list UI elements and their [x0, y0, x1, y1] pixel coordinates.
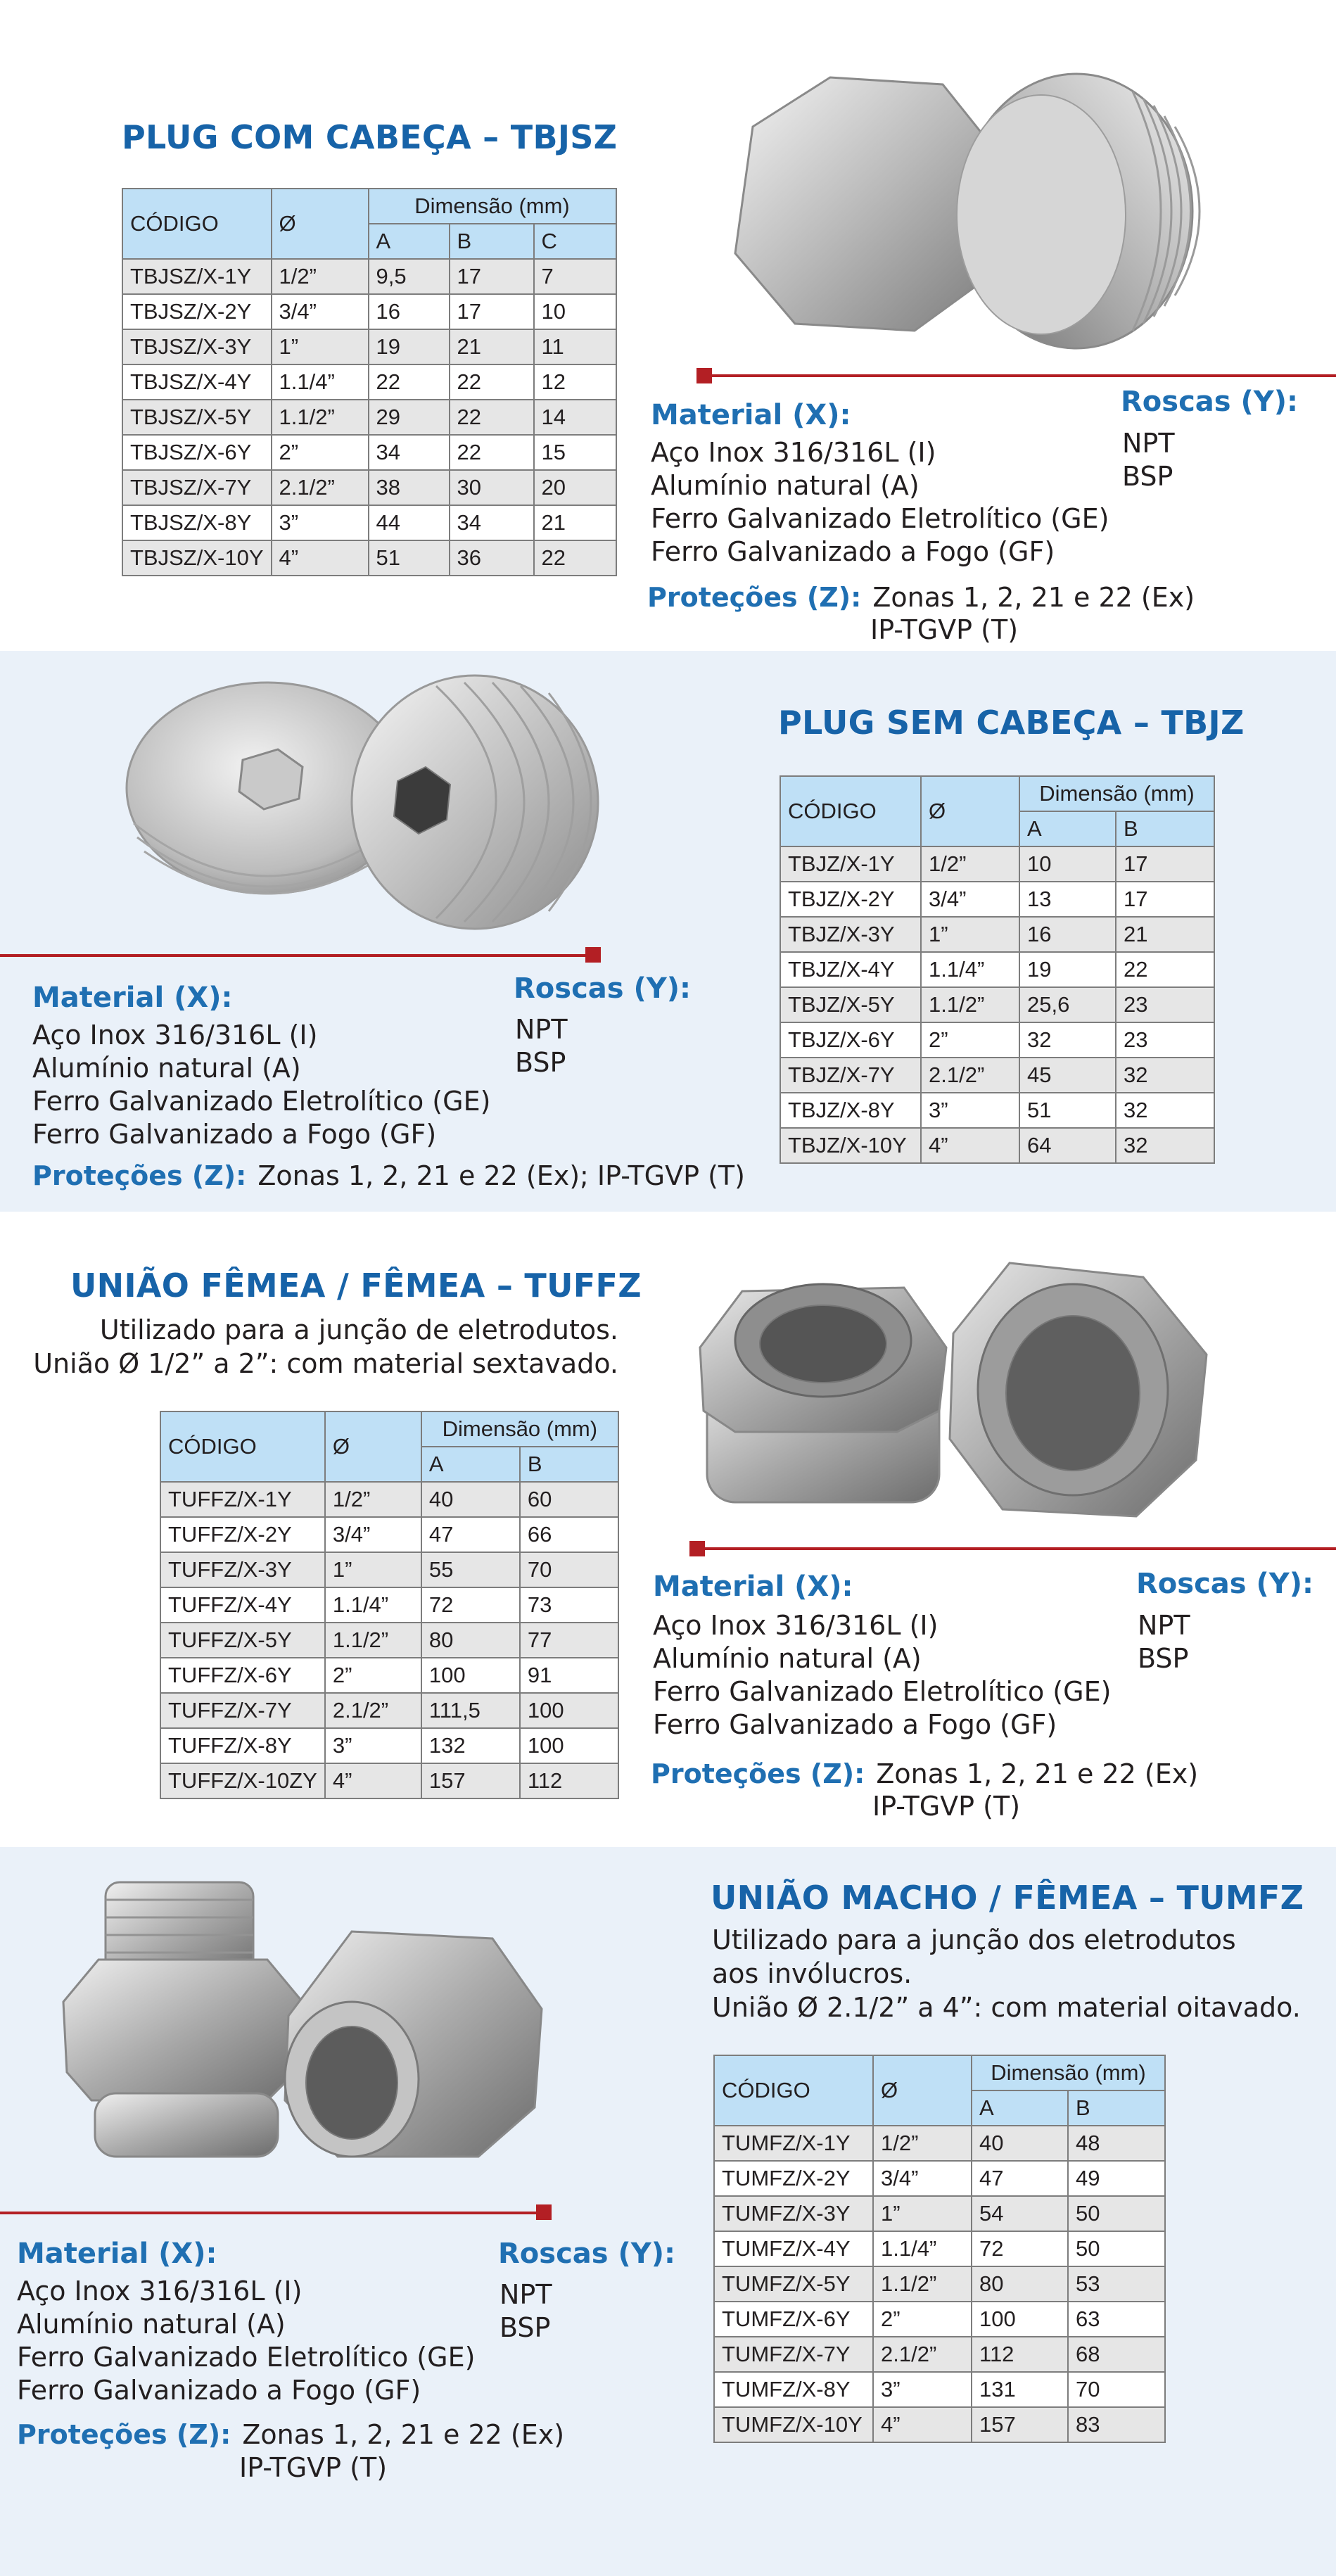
table-row [714, 2196, 1165, 2231]
cell-diameter: 4” [272, 540, 369, 576]
cell-codigo: TUFFZ/X-7Y [160, 1693, 325, 1728]
cell-dimension: 91 [520, 1658, 618, 1693]
cell-dimension: 9,5 [369, 259, 450, 294]
cell-diameter: 1/2” [325, 1482, 421, 1517]
male-female-union-photo [56, 1868, 549, 2164]
cell-codigo: TBJZ/X-10Y [780, 1128, 921, 1163]
protecoes-label: Proteções (Z): [32, 1160, 247, 1191]
roscas-list [1138, 1609, 1190, 1675]
cell-dimension: 70 [520, 1552, 618, 1587]
header-dimensao: Dimensão (mm) [421, 1411, 618, 1447]
cell-codigo: TBJZ/X-2Y [780, 882, 921, 917]
cell-diameter: 1.1/2” [921, 987, 1019, 1022]
cell-codigo: TUFFZ/X-3Y [160, 1552, 325, 1587]
header-diameter: Ø [921, 776, 1019, 846]
cell-diameter: 2” [921, 1022, 1019, 1058]
table-row [714, 2407, 1165, 2442]
roscas-list [1122, 427, 1175, 493]
table-row [160, 1658, 618, 1693]
header-dim-a: A [972, 2090, 1068, 2126]
cell-dimension: 132 [421, 1728, 520, 1763]
cell-codigo: TUFFZ/X-5Y [160, 1623, 325, 1658]
cell-dimension: 112 [520, 1763, 618, 1798]
cell-dimension: 50 [1068, 2231, 1165, 2266]
roscas-label: Roscas (Y): [1136, 1568, 1314, 1600]
cell-codigo: TBJSZ/X-6Y [122, 435, 272, 470]
cell-dimension: 17 [1116, 846, 1214, 882]
cell-codigo: TUMFZ/X-7Y [714, 2337, 873, 2372]
cell-dimension: 83 [1068, 2407, 1165, 2442]
cell-dimension: 21 [1116, 917, 1214, 952]
protecoes-block [32, 1160, 745, 1192]
header-dim-c: C [534, 224, 616, 259]
table-row [122, 435, 616, 470]
header-diameter: Ø [325, 1411, 421, 1482]
table-row [714, 2231, 1165, 2266]
cell-codigo: TBJZ/X-1Y [780, 846, 921, 882]
cell-dimension: 15 [534, 435, 616, 470]
cell-dimension: 100 [972, 2302, 1068, 2337]
cell-dimension: 49 [1068, 2161, 1165, 2196]
cell-dimension: 73 [520, 1587, 618, 1623]
cell-dimension: 66 [520, 1517, 618, 1552]
cell-codigo: TUFFZ/X-8Y [160, 1728, 325, 1763]
cell-dimension: 22 [450, 400, 534, 435]
cell-diameter: 1.1/4” [873, 2231, 972, 2266]
material-label: Material (X): [651, 399, 851, 431]
cell-dimension: 17 [1116, 882, 1214, 917]
cell-dimension: 72 [972, 2231, 1068, 2266]
protecoes-value-2: IP-TGVP (T) [870, 614, 1019, 645]
table-row [780, 952, 1214, 987]
cell-dimension: 131 [972, 2372, 1068, 2407]
table-row [160, 1623, 618, 1658]
material-item: Alumínio natural (A) [32, 1053, 301, 1084]
material-item: Ferro Galvanizado Eletrolítico (GE) [32, 1086, 491, 1117]
cell-codigo: TUMFZ/X-10Y [714, 2407, 873, 2442]
header-dim-a: A [421, 1447, 520, 1482]
rosca-item: BSP [515, 1047, 566, 1078]
table-row [160, 1693, 618, 1728]
cell-diameter: 4” [325, 1763, 421, 1798]
headless-plug-photo [113, 661, 605, 936]
cell-diameter: 1” [272, 329, 369, 364]
protecoes-label: Proteções (Z): [651, 1758, 865, 1789]
protecoes-block [647, 581, 1195, 614]
description-line: União Ø 2.1/2” a 4”: com material oitavado. [712, 1992, 1301, 2023]
divider-line [705, 374, 1336, 377]
table-row [122, 259, 616, 294]
cell-codigo: TBJZ/X-4Y [780, 952, 921, 987]
table-row [122, 364, 616, 400]
cell-codigo: TBJZ/X-8Y [780, 1093, 921, 1128]
table-row [780, 987, 1214, 1022]
cell-diameter: 2.1/2” [272, 470, 369, 505]
cell-codigo: TBJSZ/X-7Y [122, 470, 272, 505]
cell-diameter: 2.1/2” [873, 2337, 972, 2372]
section-title-tumfz: UNIÃO MACHO / FÊMEA – TUMFZ [711, 1879, 1304, 1917]
protecoes-value: Zonas 1, 2, 21 e 22 (Ex) [876, 1758, 1199, 1789]
cell-dimension: 51 [1019, 1093, 1116, 1128]
cell-diameter: 1.1/4” [921, 952, 1019, 987]
cell-dimension: 23 [1116, 987, 1214, 1022]
table-row [160, 1728, 618, 1763]
header-diameter: Ø [873, 2055, 972, 2126]
spec-table-tuffz [160, 1411, 619, 1799]
description-line: Utilizado para a junção de eletrodutos. [99, 1314, 618, 1345]
divider-line [0, 954, 591, 957]
table-row [780, 917, 1214, 952]
spec-table-tbjsz [122, 188, 617, 576]
material-item: Ferro Galvanizado Eletrolítico (GE) [651, 503, 1109, 534]
description [33, 1313, 618, 1381]
cell-diameter: 1.1/4” [325, 1587, 421, 1623]
rosca-item: NPT [1138, 1610, 1190, 1641]
cell-dimension: 32 [1116, 1093, 1214, 1128]
header-codigo: CÓDIGO [160, 1411, 325, 1482]
divider-line [0, 2212, 542, 2214]
roscas-label: Roscas (Y): [498, 2238, 676, 2270]
header-dim-b: B [520, 1447, 618, 1482]
cell-codigo: TBJZ/X-5Y [780, 987, 921, 1022]
cell-dimension: 100 [421, 1658, 520, 1693]
cell-diameter: 4” [873, 2407, 972, 2442]
cell-dimension: 32 [1019, 1022, 1116, 1058]
rosca-item: BSP [1138, 1643, 1189, 1674]
protecoes-value: Zonas 1, 2, 21 e 22 (Ex); IP-TGVP (T) [257, 1160, 745, 1191]
table-row [780, 1058, 1214, 1093]
cell-codigo: TBJZ/X-3Y [780, 917, 921, 952]
spec-table-tbjz [780, 775, 1215, 1164]
cell-diameter: 1/2” [921, 846, 1019, 882]
cell-diameter: 1.1/2” [325, 1623, 421, 1658]
roscas-label: Roscas (Y): [1121, 386, 1299, 418]
section-title-tuffz: UNIÃO FÊMEA / FÊMEA – TUFFZ [70, 1267, 642, 1305]
rosca-item: NPT [1122, 428, 1175, 459]
cell-dimension: 80 [972, 2266, 1068, 2302]
cell-diameter: 3/4” [272, 294, 369, 329]
material-list [653, 1609, 1111, 1741]
cell-dimension: 60 [520, 1482, 618, 1517]
cell-dimension: 10 [534, 294, 616, 329]
cell-codigo: TBJSZ/X-1Y [122, 259, 272, 294]
cell-diameter: 3/4” [873, 2161, 972, 2196]
material-list [651, 436, 1109, 569]
roscas-label: Roscas (Y): [514, 972, 692, 1005]
cell-codigo: TBJSZ/X-8Y [122, 505, 272, 540]
protecoes-label: Proteções (Z): [647, 582, 862, 613]
description-line: Utilizado para a junção dos eletrodutos [712, 1924, 1236, 1955]
material-item: Aço Inox 316/316L (I) [653, 1610, 939, 1641]
cell-codigo: TBJSZ/X-4Y [122, 364, 272, 400]
table-row [714, 2266, 1165, 2302]
material-item: Alumínio natural (A) [17, 2309, 286, 2340]
header-dim-b: B [1116, 811, 1214, 846]
cell-dimension: 47 [972, 2161, 1068, 2196]
cell-diameter: 1.1/2” [272, 400, 369, 435]
cell-codigo: TUMFZ/X-4Y [714, 2231, 873, 2266]
table-row [780, 1093, 1214, 1128]
cell-dimension: 11 [534, 329, 616, 364]
header-dimensao: Dimensão (mm) [972, 2055, 1165, 2090]
cell-codigo: TUMFZ/X-3Y [714, 2196, 873, 2231]
table-row [160, 1482, 618, 1517]
cell-codigo: TUMFZ/X-2Y [714, 2161, 873, 2196]
table-row [714, 2337, 1165, 2372]
cell-dimension: 64 [1019, 1128, 1116, 1163]
cell-codigo: TUMFZ/X-5Y [714, 2266, 873, 2302]
cell-dimension: 34 [369, 435, 450, 470]
material-item: Aço Inox 316/316L (I) [651, 437, 936, 468]
cell-diameter: 2” [873, 2302, 972, 2337]
cell-diameter: 3/4” [325, 1517, 421, 1552]
protecoes-value: Zonas 1, 2, 21 e 22 (Ex) [242, 2419, 565, 2450]
cell-diameter: 1/2” [873, 2126, 972, 2161]
divider-marker [536, 2204, 552, 2220]
cell-dimension: 22 [1116, 952, 1214, 987]
table-row [122, 329, 616, 364]
table-row [122, 470, 616, 505]
cell-diameter: 4” [921, 1128, 1019, 1163]
cell-dimension: 20 [534, 470, 616, 505]
cell-dimension: 50 [1068, 2196, 1165, 2231]
cell-codigo: TBJSZ/X-3Y [122, 329, 272, 364]
protecoes-value-2: IP-TGVP (T) [239, 2452, 388, 2483]
cell-dimension: 19 [1019, 952, 1116, 987]
table-row [780, 846, 1214, 882]
table-row [714, 2126, 1165, 2161]
cell-codigo: TBJSZ/X-2Y [122, 294, 272, 329]
cell-dimension: 157 [972, 2407, 1068, 2442]
cell-diameter: 3” [921, 1093, 1019, 1128]
cell-diameter: 3” [272, 505, 369, 540]
cell-dimension: 10 [1019, 846, 1116, 882]
material-item: Ferro Galvanizado a Fogo (GF) [651, 536, 1055, 567]
protecoes-value-2: IP-TGVP (T) [872, 1791, 1021, 1822]
material-list [32, 1019, 490, 1151]
material-item: Aço Inox 316/316L (I) [17, 2276, 303, 2307]
divider-marker [696, 368, 712, 383]
cell-dimension: 47 [421, 1517, 520, 1552]
description-line: União Ø 1/2” a 2”: com material sextavado. [33, 1348, 618, 1379]
cell-codigo: TUMFZ/X-8Y [714, 2372, 873, 2407]
material-item: Aço Inox 316/316L (I) [32, 1020, 318, 1051]
table-row [160, 1517, 618, 1552]
cell-dimension: 55 [421, 1552, 520, 1587]
header-dim-a: A [369, 224, 450, 259]
header-dim-b: B [1068, 2090, 1165, 2126]
protecoes-block [651, 1758, 1198, 1790]
cell-dimension: 72 [421, 1587, 520, 1623]
cell-codigo: TUMFZ/X-6Y [714, 2302, 873, 2337]
header-dimensao: Dimensão (mm) [1019, 776, 1214, 811]
cell-dimension: 32 [1116, 1058, 1214, 1093]
table-row [714, 2302, 1165, 2337]
section-title-tbjsz: PLUG COM CABEÇA – TBJSZ [122, 118, 618, 156]
table-row [160, 1552, 618, 1587]
cell-diameter: 1.1/4” [272, 364, 369, 400]
cell-codigo: TUMFZ/X-1Y [714, 2126, 873, 2161]
cell-dimension: 16 [1019, 917, 1116, 952]
table-row [714, 2161, 1165, 2196]
cell-dimension: 40 [421, 1482, 520, 1517]
header-codigo: CÓDIGO [780, 776, 921, 846]
roscas-list [515, 1013, 568, 1079]
rosca-item: BSP [1122, 461, 1173, 492]
cell-dimension: 80 [421, 1623, 520, 1658]
cell-dimension: 100 [520, 1693, 618, 1728]
cell-dimension: 29 [369, 400, 450, 435]
cell-dimension: 21 [534, 505, 616, 540]
protecoes-block [17, 2418, 564, 2451]
female-union-photo [693, 1249, 1214, 1523]
cell-dimension: 21 [450, 329, 534, 364]
table-row [780, 882, 1214, 917]
cell-dimension: 157 [421, 1763, 520, 1798]
header-codigo: CÓDIGO [122, 189, 272, 259]
cell-dimension: 34 [450, 505, 534, 540]
cell-diameter: 1” [921, 917, 1019, 952]
cell-dimension: 111,5 [421, 1693, 520, 1728]
cell-dimension: 22 [534, 540, 616, 576]
cell-codigo: TUFFZ/X-10ZY [160, 1763, 325, 1798]
cell-dimension: 30 [450, 470, 534, 505]
cell-codigo: TBJZ/X-6Y [780, 1022, 921, 1058]
section-title-tbjz: PLUG SEM CABEÇA – TBJZ [778, 704, 1245, 742]
cell-codigo: TUFFZ/X-6Y [160, 1658, 325, 1693]
cell-dimension: 48 [1068, 2126, 1165, 2161]
cell-dimension: 54 [972, 2196, 1068, 2231]
cell-dimension: 17 [450, 259, 534, 294]
cell-dimension: 44 [369, 505, 450, 540]
cell-dimension: 25,6 [1019, 987, 1116, 1022]
header-diameter: Ø [272, 189, 369, 259]
material-item: Ferro Galvanizado Eletrolítico (GE) [653, 1676, 1112, 1707]
header-dimensao: Dimensão (mm) [369, 189, 616, 224]
table-row [122, 505, 616, 540]
divider-marker [585, 947, 601, 963]
cell-dimension: 22 [369, 364, 450, 400]
cell-dimension: 45 [1019, 1058, 1116, 1093]
spec-table-tumfz [713, 2055, 1166, 2443]
header-codigo: CÓDIGO [714, 2055, 873, 2126]
cell-dimension: 63 [1068, 2302, 1165, 2337]
material-item: Ferro Galvanizado a Fogo (GF) [653, 1709, 1057, 1740]
cell-diameter: 1.1/2” [873, 2266, 972, 2302]
cell-dimension: 17 [450, 294, 534, 329]
cell-dimension: 51 [369, 540, 450, 576]
table-row [160, 1587, 618, 1623]
header-dim-b: B [450, 224, 534, 259]
cell-diameter: 3” [873, 2372, 972, 2407]
cell-codigo: TUFFZ/X-1Y [160, 1482, 325, 1517]
table-row [780, 1022, 1214, 1058]
cell-diameter: 3” [325, 1728, 421, 1763]
rosca-item: NPT [500, 2279, 552, 2310]
cell-dimension: 40 [972, 2126, 1068, 2161]
cell-dimension: 38 [369, 470, 450, 505]
cell-dimension: 68 [1068, 2337, 1165, 2372]
table-row [780, 1128, 1214, 1163]
material-label: Material (X): [32, 982, 233, 1014]
cell-diameter: 2” [325, 1658, 421, 1693]
table-row [160, 1763, 618, 1798]
divider-line [698, 1547, 1336, 1550]
cell-dimension: 23 [1116, 1022, 1214, 1058]
cell-dimension: 7 [534, 259, 616, 294]
cell-codigo: TBJSZ/X-10Y [122, 540, 272, 576]
cell-codigo: TBJSZ/X-5Y [122, 400, 272, 435]
material-item: Alumínio natural (A) [653, 1643, 922, 1674]
cell-diameter: 1” [873, 2196, 972, 2231]
cell-dimension: 100 [520, 1728, 618, 1763]
cell-diameter: 1/2” [272, 259, 369, 294]
cell-diameter: 1” [325, 1552, 421, 1587]
table-row [714, 2372, 1165, 2407]
hex-head-plug-photo [711, 49, 1231, 373]
cell-diameter: 2.1/2” [921, 1058, 1019, 1093]
table-row [122, 400, 616, 435]
cell-dimension: 13 [1019, 882, 1116, 917]
table-row [122, 294, 616, 329]
roscas-list [500, 2278, 552, 2345]
cell-dimension: 112 [972, 2337, 1068, 2372]
cell-dimension: 70 [1068, 2372, 1165, 2407]
cell-codigo: TUFFZ/X-4Y [160, 1587, 325, 1623]
cell-dimension: 16 [369, 294, 450, 329]
cell-diameter: 2.1/2” [325, 1693, 421, 1728]
header-dim-a: A [1019, 811, 1116, 846]
cell-codigo: TUFFZ/X-2Y [160, 1517, 325, 1552]
description-line: aos invólucros. [712, 1958, 912, 1989]
cell-diameter: 2” [272, 435, 369, 470]
rosca-item: NPT [515, 1014, 568, 1045]
protecoes-value: Zonas 1, 2, 21 e 22 (Ex) [872, 582, 1195, 613]
cell-dimension: 22 [450, 364, 534, 400]
cell-dimension: 32 [1116, 1128, 1214, 1163]
cell-dimension: 19 [369, 329, 450, 364]
material-item: Alumínio natural (A) [651, 470, 920, 501]
material-list [17, 2275, 475, 2407]
cell-dimension: 77 [520, 1623, 618, 1658]
cell-dimension: 53 [1068, 2266, 1165, 2302]
material-item: Ferro Galvanizado Eletrolítico (GE) [17, 2342, 476, 2373]
material-label: Material (X): [17, 2238, 217, 2270]
cell-codigo: TBJZ/X-7Y [780, 1058, 921, 1093]
cell-dimension: 22 [450, 435, 534, 470]
cell-dimension: 14 [534, 400, 616, 435]
cell-dimension: 36 [450, 540, 534, 576]
table-row [122, 540, 616, 576]
cell-dimension: 12 [534, 364, 616, 400]
divider-marker [689, 1541, 705, 1556]
protecoes-label: Proteções (Z): [17, 2419, 231, 2450]
material-item: Ferro Galvanizado a Fogo (GF) [17, 2375, 421, 2406]
rosca-item: BSP [500, 2312, 551, 2343]
cell-diameter: 3/4” [921, 882, 1019, 917]
material-label: Material (X): [653, 1571, 853, 1603]
description [712, 1923, 1301, 2024]
material-item: Ferro Galvanizado a Fogo (GF) [32, 1119, 437, 1150]
